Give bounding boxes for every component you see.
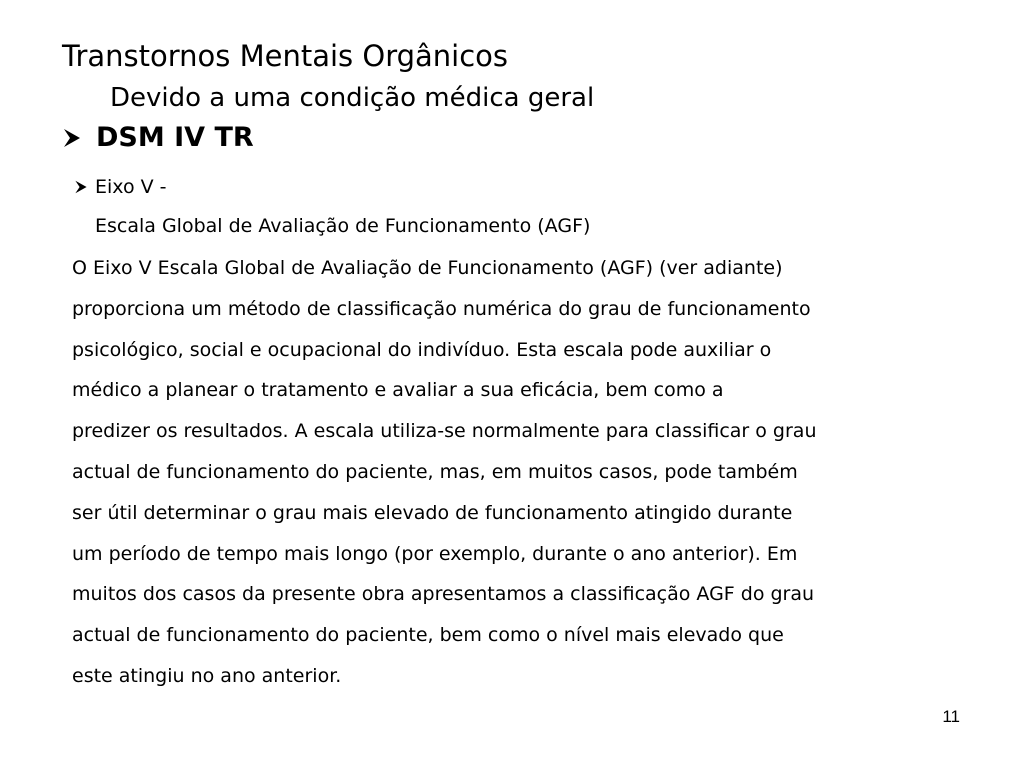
section-heading: DSM IV TR — [96, 122, 254, 153]
body-line: O Eixo V Escala Global de Avaliação de Funcionamento (AGF) (ver adiante) — [72, 257, 783, 279]
body-line: psicológico, social e ocupacional do indivíduo. Esta escala pode auxiliar o — [72, 338, 772, 361]
body-line: médico a planear o tratamento e avaliar a sua eficácia, bem como a — [72, 379, 724, 402]
body-line: um período de tempo mais longo (por exemplo, durante o ano anterior). Em — [72, 542, 798, 565]
body-line: este atingiu no ano anterior. — [72, 664, 342, 687]
body-line: actual de funcionamento do paciente, mas, em muitos casos, pode também — [72, 460, 798, 483]
arrow-bullet-icon — [74, 180, 88, 194]
body-line: muitos dos casos da presente obra apresentamos a classificação AGF do grau — [72, 583, 815, 606]
heading-bullet-row — [62, 118, 254, 158]
body-line: ser útil determinar o grau mais elevado de funcionamento atingido durante — [72, 501, 793, 524]
page-number: 11 — [942, 707, 960, 726]
body-paragraph — [72, 255, 982, 704]
axis-bullet-label: Eixo V - — [95, 176, 167, 198]
body-line: proporciona um método de classificação numérica do grau de funcionamento — [72, 297, 811, 320]
slide-title: Transtornos Mentais Orgânicos — [62, 39, 509, 73]
arrow-bullet-icon — [62, 128, 82, 148]
body-line: actual de funcionamento do paciente, bem como o nível mais elevado que — [72, 624, 784, 647]
body-line: predizer os resultados. A escala utiliza-se normalmente para classificar o grau — [72, 420, 817, 443]
slide-subtitle: Devido a uma condição médica geral — [110, 83, 595, 113]
sub-bullet-row — [74, 174, 167, 200]
scale-name: Escala Global de Avaliação de Funcionamento (AGF) — [95, 215, 591, 237]
